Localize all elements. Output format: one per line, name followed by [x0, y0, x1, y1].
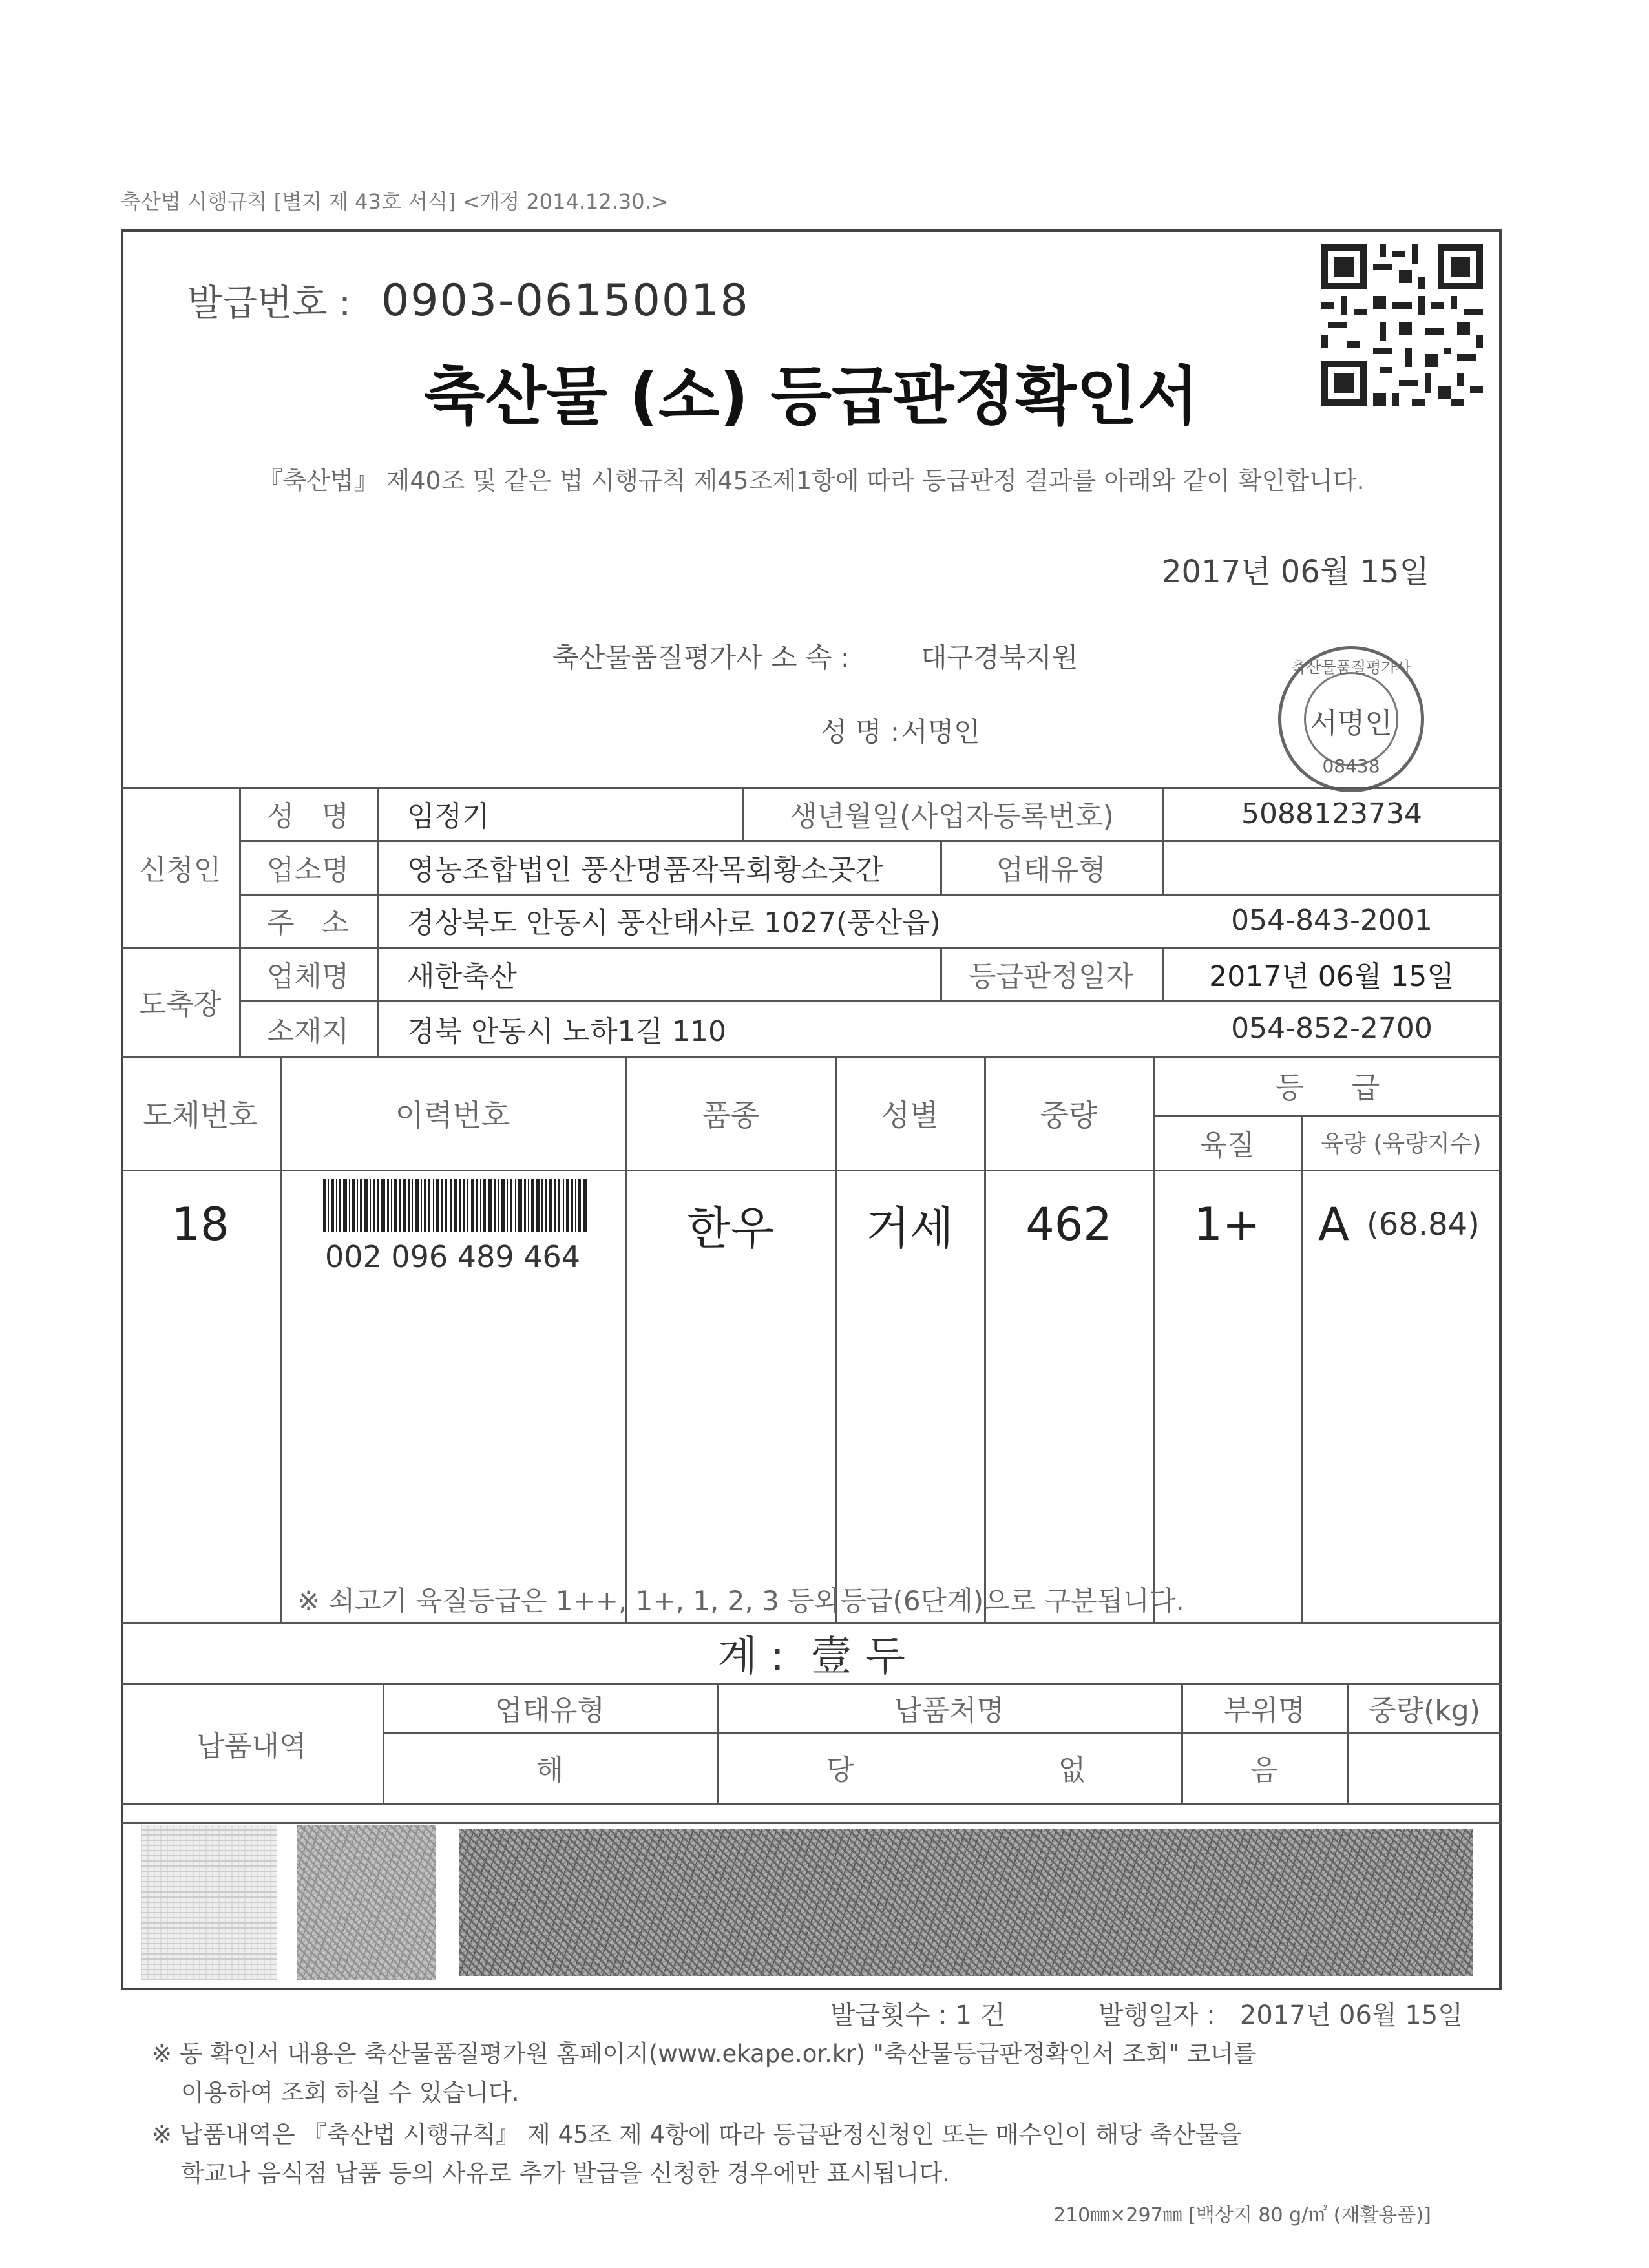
applicant-business-type-label: 업태유형 [996, 853, 1106, 887]
applicant-business-type [1162, 840, 1502, 894]
applicant-birth-label: 생년월일(사업자등록번호) [790, 800, 1114, 833]
carcass-no: 18 [171, 1198, 229, 1251]
stamp-top-text: 축산물품질평가사 [1291, 658, 1411, 677]
footer-note-2-line-1: ※ 납품내역은 『축산법 시행규칙』 제 45조 제 4항에 따라 등급판정신청인 또는 매수인이 해당 축산물을 [152, 2121, 1242, 2148]
delivery-value-3: 없 [1058, 1754, 1086, 1787]
footer-note-1-line-1: ※ 동 확인서 내용은 축산물품질평가원 홈페이지(www.ekape.or.kr) "축산물등급판정확인서 조회" 코너를 [152, 2040, 1257, 2068]
delivery-header-weight: 중량(kg) [1369, 1694, 1480, 1727]
quality-grade: 1+ [1193, 1198, 1261, 1251]
certificate-date: 2017년 06월 15일 [1162, 553, 1429, 590]
header-grade: 등 급 [1275, 1070, 1380, 1105]
delivery-value-1: 해 [536, 1754, 564, 1787]
footer-note-1-line-2: 이용하여 조회 하실 수 있습니다. [181, 2079, 520, 2106]
sex: 거세 [866, 1201, 954, 1255]
issue-number: 0903-06150018 [381, 275, 750, 326]
applicant-phone: 054-843-2001 [1231, 903, 1433, 937]
affiliation-value: 대구경북지원 [921, 642, 1078, 673]
affiliation-label: 축산물품질평가사 소 속 : [552, 642, 850, 673]
applicant-name-label: 성 명 [267, 800, 349, 833]
certificate-title: 축산물 (소) 등급판정확인서 [423, 359, 1199, 434]
applicant-address: 경상북도 안동시 풍산태사로 1027(풍산읍) [407, 907, 941, 940]
delivery-header-business-type: 업태유형 [494, 1694, 605, 1727]
intro-text: 『축산법』 제40조 및 같은 법 시행규칙 제45조제1항에 따라 등급판정 결과를 아래와 같이 확인합니다. [258, 466, 1365, 495]
header-carcass-no: 도체번호 [143, 1097, 258, 1133]
weight: 462 [1025, 1198, 1112, 1251]
slaughterhouse-phone: 054-852-2700 [1231, 1012, 1433, 1045]
applicant-address-label: 주 소 [267, 907, 349, 940]
security-pattern-light [141, 1825, 277, 1980]
delivery-header-part: 부위명 [1223, 1694, 1306, 1727]
slaughterhouse-section-label: 도축장 [138, 988, 222, 1021]
applicant-name: 임정기 [407, 800, 490, 833]
security-pattern-noise [459, 1829, 1473, 1976]
issue-number-label: 발급번호 : [187, 282, 352, 324]
security-pattern-seal [297, 1825, 436, 1980]
delivery-value-4: 음 [1250, 1754, 1278, 1787]
total-count: 계 : 壹 두 [717, 1632, 905, 1681]
grading-date-label: 등급판정일자 [968, 960, 1134, 993]
trace-barcode [323, 1179, 588, 1232]
yield-index: (68.84) [1367, 1206, 1480, 1243]
evaluator-name: 서명인 [901, 716, 980, 748]
slaughterhouse-company: 새한축산 [407, 960, 518, 993]
grading-date: 2017년 06월 15일 [1209, 960, 1455, 993]
delivery-value-2: 당 [826, 1754, 854, 1787]
trace-number: 002 096 489 464 [324, 1239, 581, 1274]
evaluator-name-label: 성 명 : [821, 716, 899, 748]
header-trace-no: 이력번호 [395, 1097, 510, 1133]
slaughterhouse-location-label: 소재지 [266, 1014, 350, 1048]
issue-count: 발급횟수 : 1 건 [830, 2000, 1005, 2030]
grade-note: ※ 쇠고기 육질등급은 1++, 1+, 1, 2, 3 등외등급(6단계)으로 구분됩니다. [297, 1585, 1184, 1617]
applicant-section-label: 신청인 [138, 853, 222, 887]
header-yield: 육량 (육량지수) [1321, 1131, 1482, 1157]
applicant-business-label: 업소명 [266, 853, 350, 887]
applicant-business: 영농조합법인 풍산명품작목회황소곳간 [407, 853, 883, 887]
applicant-birth: 5088123734 [1241, 797, 1422, 830]
paper-spec: 210㎜×297㎜ [백상지 80 g/㎡ (재활용품)] [1053, 2204, 1431, 2227]
stamp-center-text: 서명인 [1310, 707, 1392, 740]
yield-grade: A [1318, 1198, 1349, 1251]
stamp-bottom-text: 08438 [1322, 755, 1380, 777]
breed: 한우 [686, 1201, 775, 1255]
header-quality: 육질 [1199, 1128, 1255, 1162]
form-header: 축산법 시행규칙 [별지 제 43호 서식] <개정 2014.12.30.> [121, 189, 669, 214]
issue-date: 발행일자 : 2017년 06월 15일 [1098, 2000, 1463, 2030]
footer-note-2-line-2: 학교나 음식점 납품 등의 사유로 추가 발급을 신청한 경우에만 표시됩니다. [181, 2159, 950, 2187]
slaughterhouse-company-label: 업체명 [266, 960, 350, 993]
header-sex: 성별 [881, 1097, 939, 1133]
delivery-header-recipient: 납품처명 [894, 1694, 1004, 1727]
delivery-section-label: 납품내역 [196, 1729, 307, 1763]
slaughterhouse-location: 경북 안동시 노하1길 110 [407, 1014, 726, 1048]
header-breed: 품종 [702, 1097, 759, 1133]
header-weight: 중량 [1040, 1097, 1098, 1133]
